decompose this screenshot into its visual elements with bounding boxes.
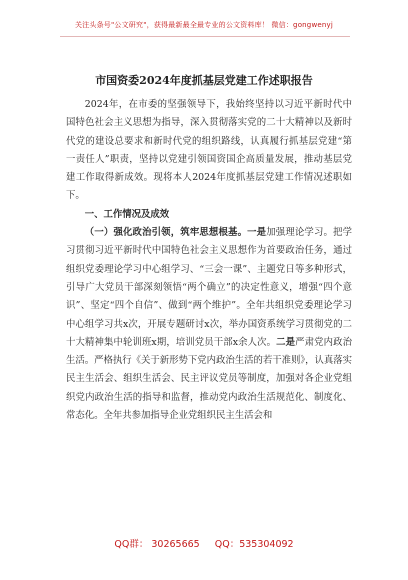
subsection-lead: （一）强化政治引领，筑牢思想根基。一是	[84, 227, 267, 239]
document-body	[66, 96, 352, 425]
banner-divider	[60, 36, 350, 37]
footer-contact	[0, 536, 408, 550]
subsection-body-1: 加强理论学习。把学习贯彻习近平新时代中国特色社会主义思想作为首要政治任务，通过组织党委理论学习中心组学习、“三会一课”、主题党日等多种形式，引导广大党员干部深刻领悟“两个确立”的决定性意义，增强“四个意识”、坚定“四个自信”、做到“两个维护”。全年共组织党委理论学习中心组学习共x次，开展专题研讨x次，举办国资系统学习贯彻党的二十大精神集中轮训班x期，培训党员干部x余人次。	[66, 227, 352, 348]
footer-qq: QQ：535304092	[214, 539, 294, 550]
section-heading: 一、工作情况及成效	[84, 208, 170, 220]
subsection-point-2-lead: 二是	[276, 336, 296, 348]
subsection-body-2: 严肃党内政治生活。严格执行《关于新形势下党内政治生活的若干准则》，认真落实民主生活会、组织生活会、民主评议党员等制度，加强对各企业党组织党内政治生活的指导和监督，推动党内政治生活规范化、制度化、常态化。全年共参加指导企业党组织民主生活会和	[66, 336, 352, 422]
subsection-paragraph	[66, 224, 352, 425]
document-title: 市国资委2024年度抓基层党建工作述职报告	[95, 74, 313, 87]
header-banner: 关注头条号"公文研究"，获得最新最全最专业的公文资料库！ 微信：gongwenyj	[74, 21, 334, 29]
intro-paragraph: 2024年，在市委的坚强领导下，我始终坚持以习近平新时代中国特色社会主义思想为指导，深入贯彻落实党的二十大精神以及新时代党的建设总要求和新时代党的组织路线，认真履行抓基层党建“第一责任人”职责，坚持以党建引领国资国企高质量发展，推动基层党建工作取得新成效。现将本人2024年度抓基层党建工作情况述职如下。	[66, 99, 352, 202]
footer-qq-group: QQ群： 30265665	[114, 539, 200, 550]
